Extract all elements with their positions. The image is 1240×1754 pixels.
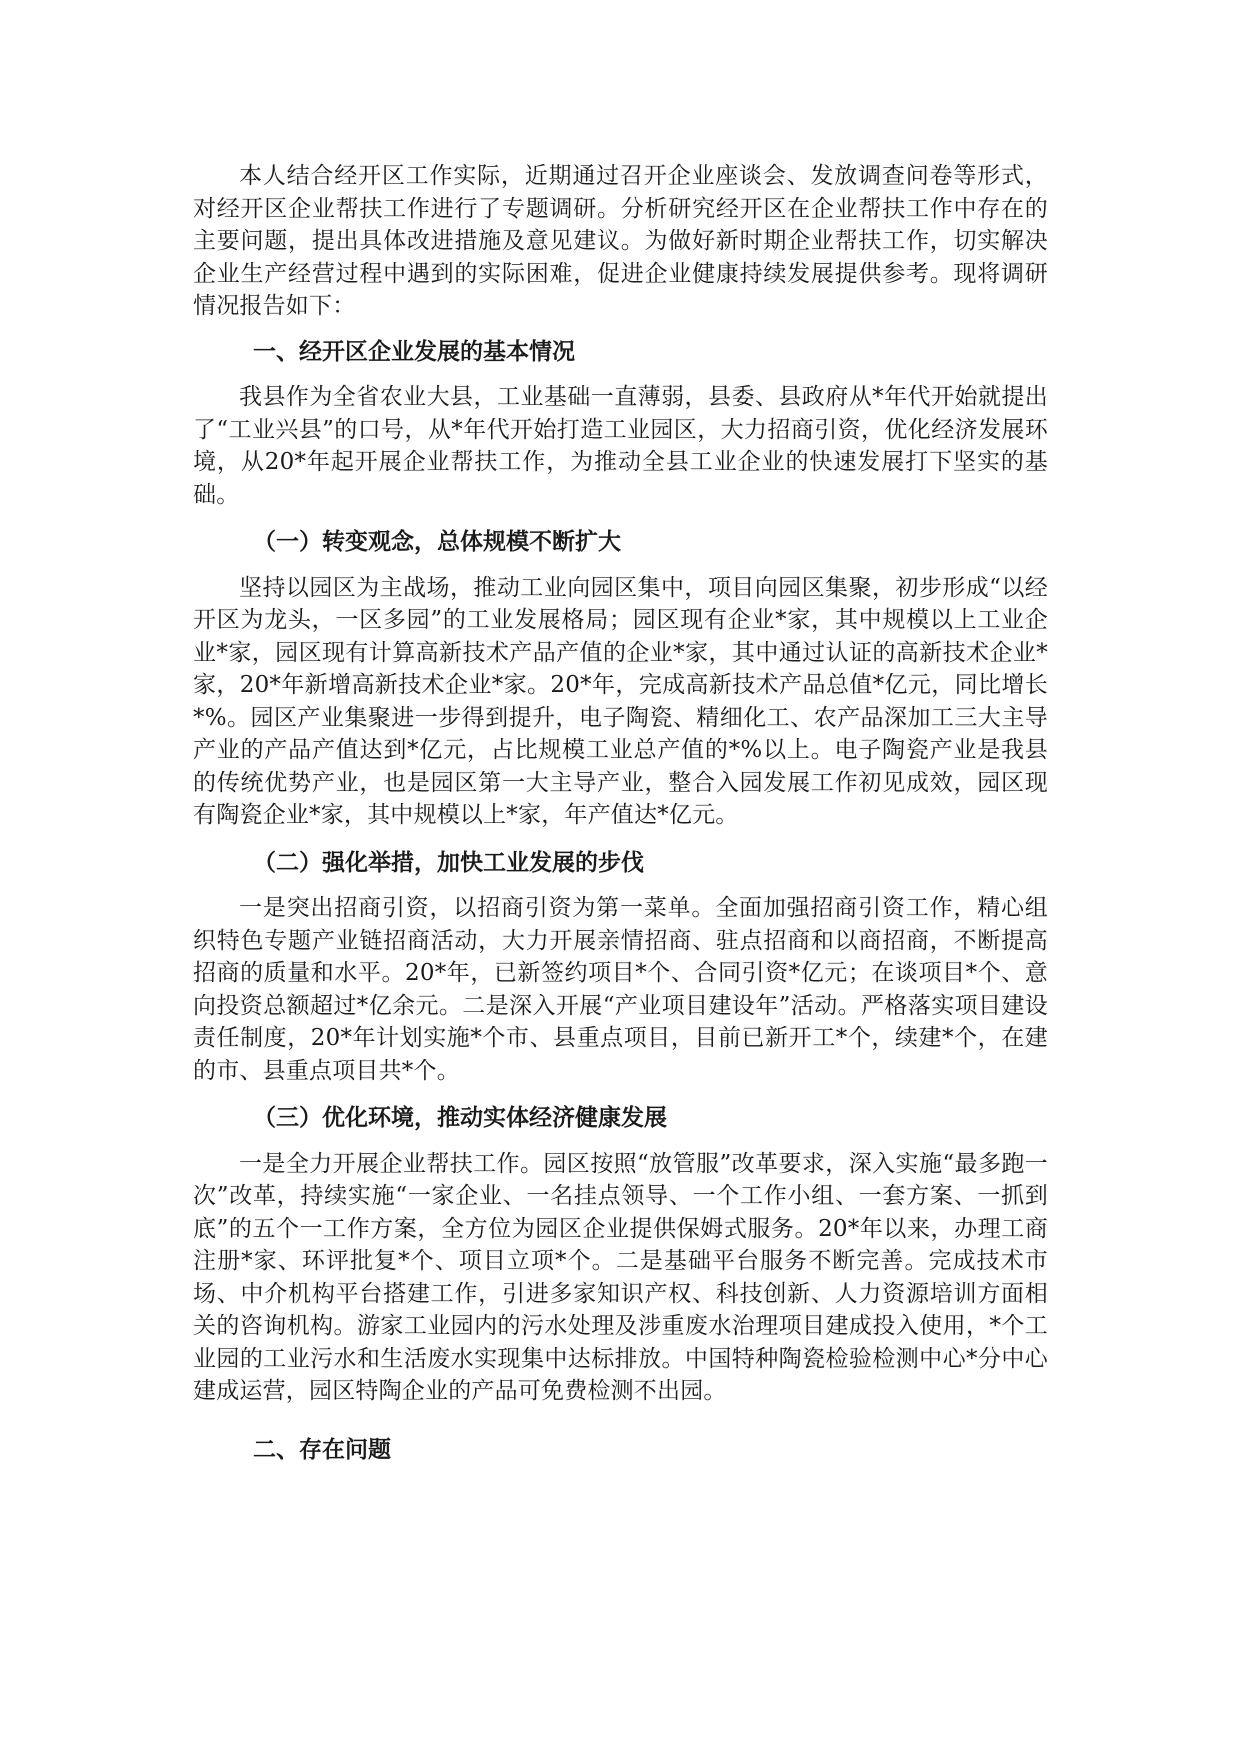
subsection-heading-environment-optimization: （三）优化环境，推动实体经济健康发展 (253, 1104, 667, 1131)
subsection-industrial-development-paragraph: 一是突出招商引资，以招商引资为第一菜单。全面加强招商引资工作，精心组织特色专题产业链招商活动，大力开展亲情招商、驻点招商和以商招商，不断提高招商的质量和水平。20*年，已新签约项目*个、合同引资*亿元；在谈项目*个、意向投资总额超过*亿余元。二是深入开展“产业项目建设年”活动。严格落实项目建设责任制度，20*年计划实施*个市、县重点项目，目前已新开工*个，续建*个，在建的市、县重点项目共*个。 (193, 895, 1048, 1084)
section-basic-situation-paragraph: 我县作为全省农业大县，工业基础一直薄弱，县委、县政府从*年代开始就提出了“工业兴县”的口号，从*年代开始打造工业园区，大力招商引资，优化经济发展环境，从20*年起开展企业帮扶工作，为推动全县工业企业的快速发展打下坚实的基础。 (193, 384, 1048, 508)
section-heading-basic-situation: 一、经开区企业发展的基本情况 (253, 337, 575, 365)
subsection-heading-scale-expansion: （一）转变观念，总体规模不断扩大 (253, 528, 621, 555)
intro-paragraph: 本人结合经开区工作实际，近期通过召开企业座谈会、发放调查问卷等形式，对经开区企业帮扶工作进行了专题调研。分析研究经开区在企业帮扶工作中存在的主要问题，提出具体改进措施及意见建议。为做好新时期企业帮扶工作，切实解决企业生产经营过程中遇到的实际困难，促进企业健康持续发展提供参考。现将调研情况报告如下： (193, 163, 1048, 319)
subsection-heading-industrial-development: （二）强化举措，加快工业发展的步伐 (253, 848, 644, 876)
document-body (193, 160, 1048, 1466)
section-heading-existing-problems: 二、存在问题 (253, 1435, 391, 1463)
subsection-environment-optimization-paragraph: 一是全力开展企业帮扶工作。园区按照“放管服”改革要求，深入实施“最多跑一次”改革，持续实施“一家企业、一名挂点领导、一个工作小组、一套方案、一抓到底”的五个一工作方案，全方位为园区企业提供保姆式服务。20*年以来，办理工商注册*家、环评批复*个、项目立项*个。二是基础平台服务不断完善。完成技术市场、中介机构平台搭建工作，引进多家知识产权、科技创新、人力资源培训方面相关的咨询机构。游家工业园内的污水处理及涉重废水治理项目建成投入使用，*个工业园的工业污水和生活废水实现集中达标排放。中国特种陶瓷检验检测中心*分中心建成运营，园区特陶企业的产品可免费检测不出园。 (193, 1150, 1048, 1404)
subsection-scale-expansion-paragraph: 坚持以园区为主战场，推动工业向园区集中，项目向园区集聚，初步形成“以经开区为龙头，一区多园”的工业发展格局；园区现有企业*家，其中规模以上工业企业*家，园区现有计算高新技术产品产值的企业*家，其中通过认证的高新技术企业*家，20*年新增高新技术企业*家。20*年，完成高新技术产品总值*亿元，同比增长*%。园区产业集聚进一步得到提升，电子陶瓷、精细化工、农产品深加工三大主导产业的产品产值达到*亿元，占比规模工业总产值的*%以上。电子陶瓷产业是我县的传统优势产业，也是园区第一大主导产业，整合入园发展工作初见成效，园区现有陶瓷企业*家，其中规模以上*家，年产值达*亿元。 (193, 574, 1048, 828)
